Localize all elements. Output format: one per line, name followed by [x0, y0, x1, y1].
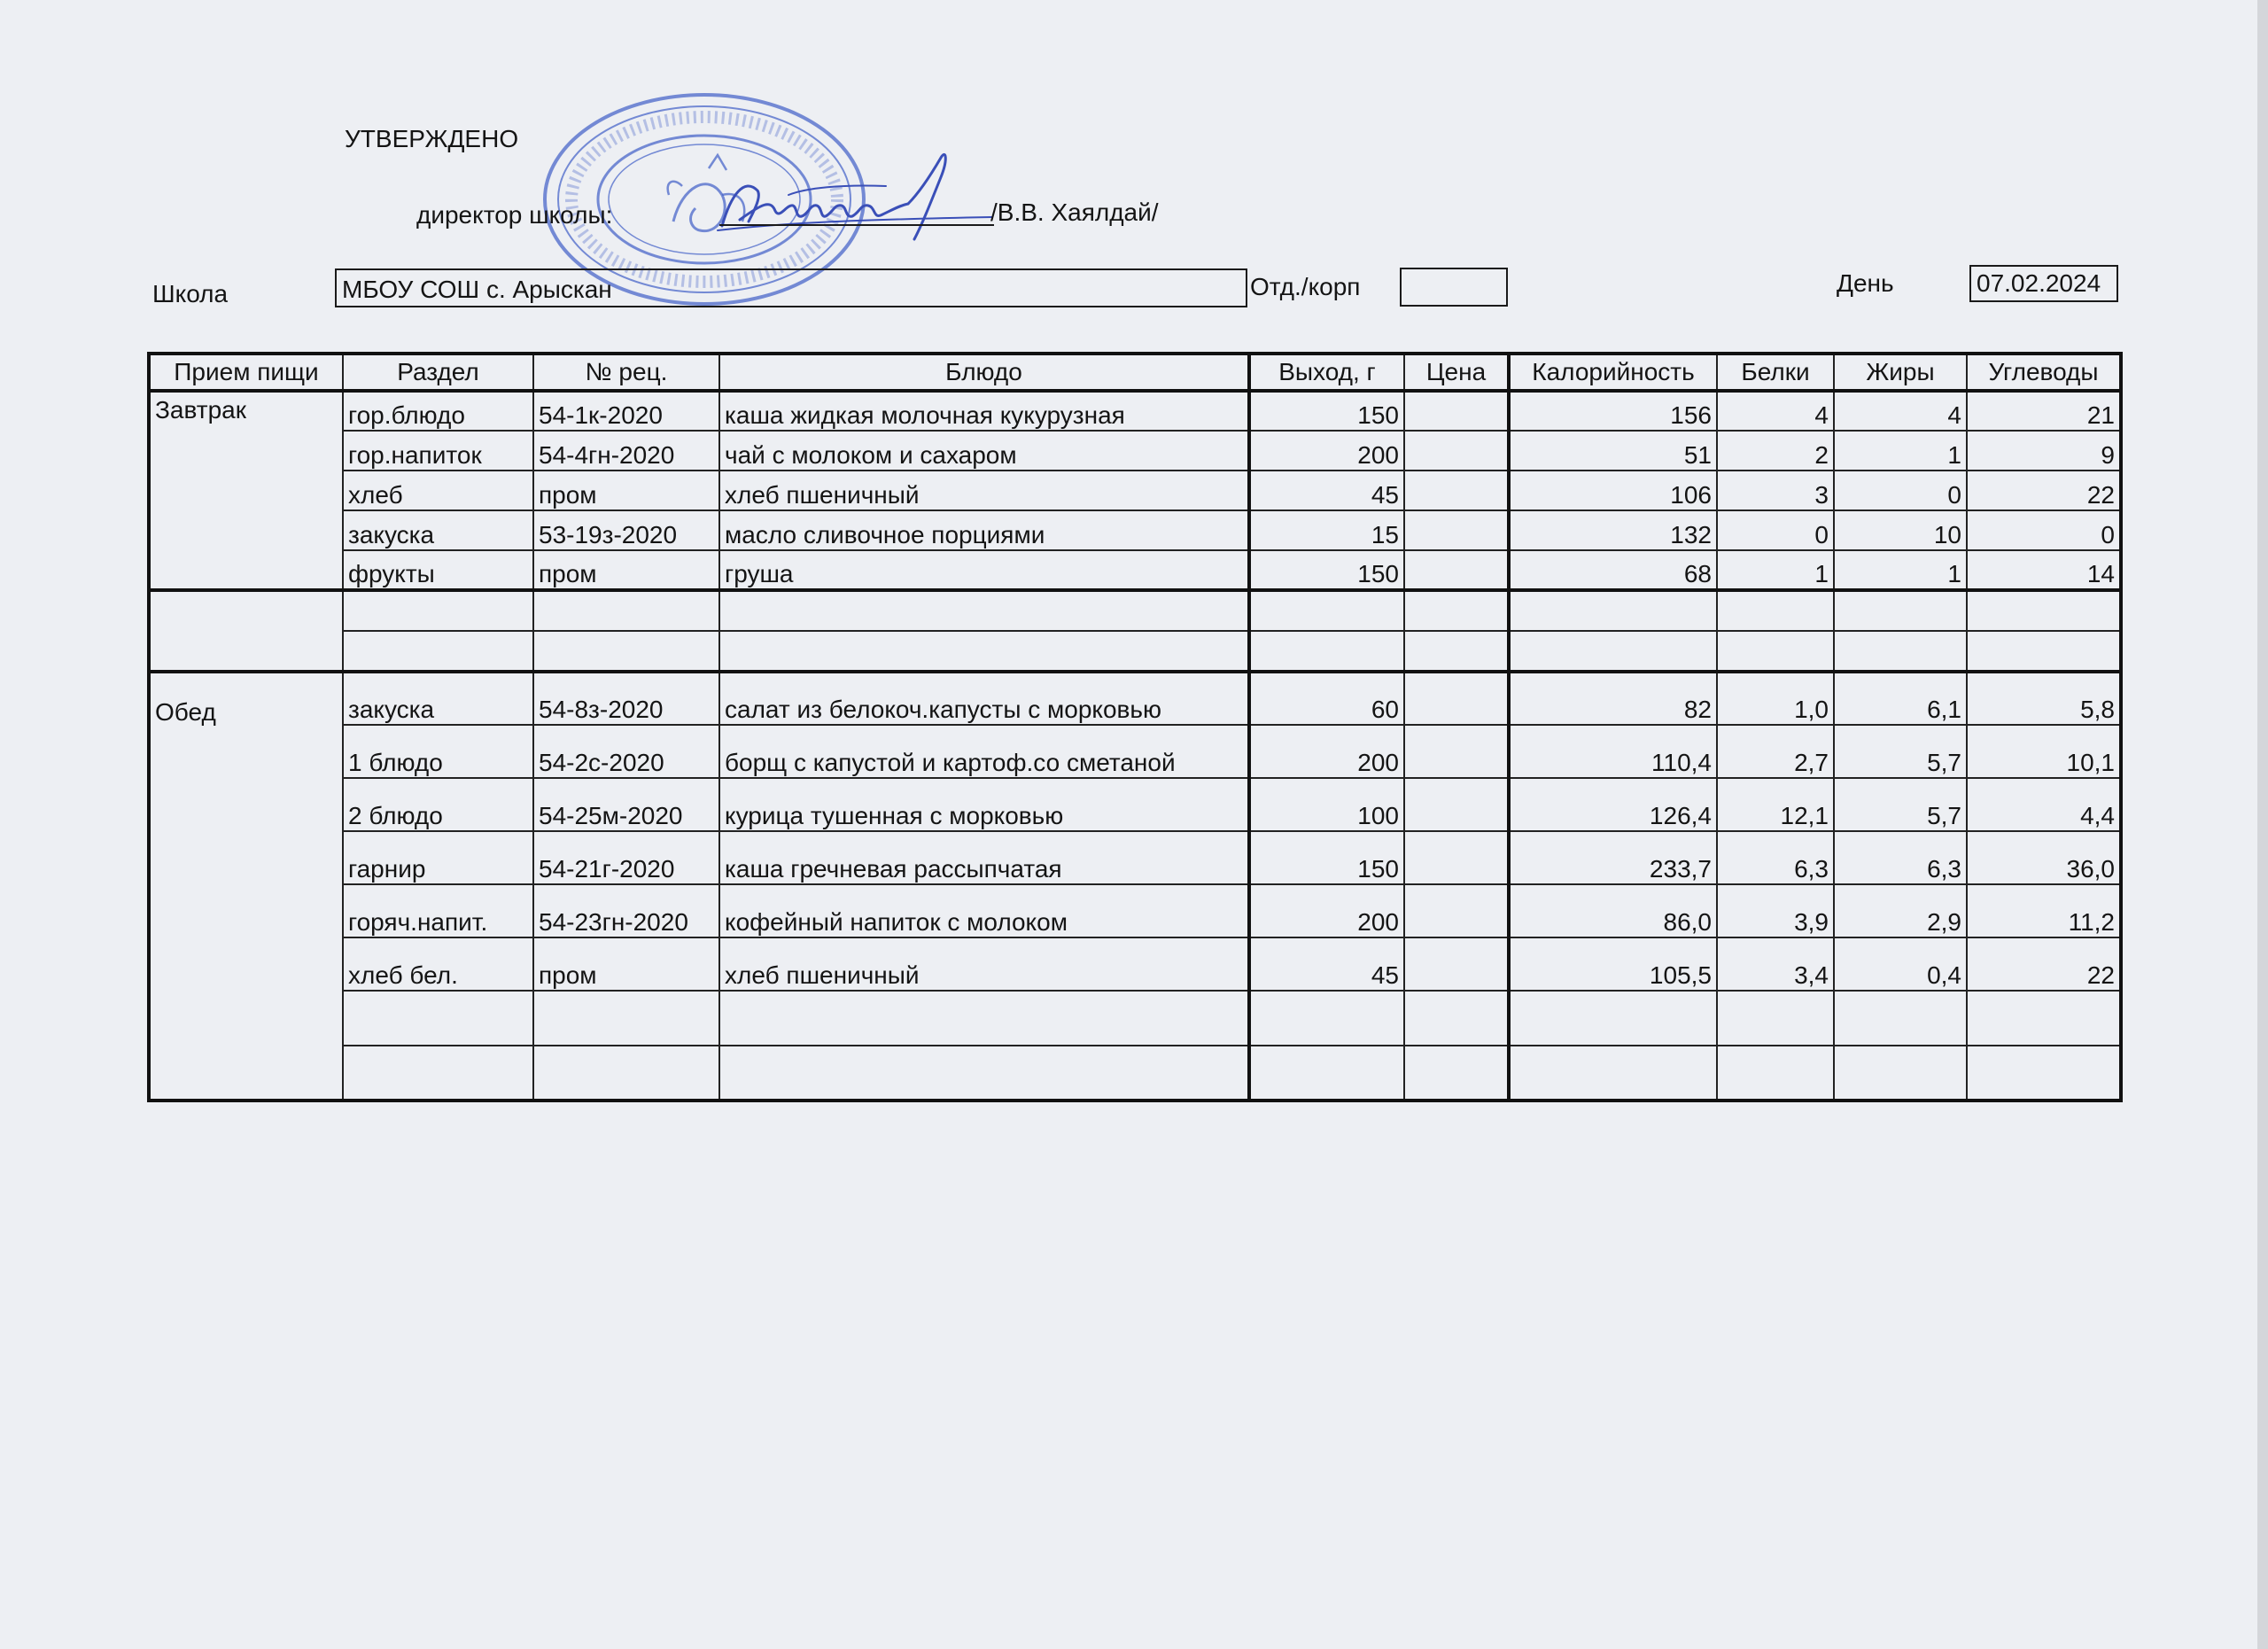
calories-cell: 105,5: [1509, 937, 1717, 991]
table-row: [149, 391, 2121, 431]
day-field: 07.02.2024: [1969, 265, 2118, 302]
protein-cell: 3,4: [1717, 937, 1834, 991]
price-cell: [1404, 431, 1509, 471]
table-row: [149, 778, 2121, 831]
yield-cell: 200: [1249, 725, 1404, 778]
calories-cell: 233,7: [1509, 831, 1717, 884]
dept-field: [1400, 268, 1508, 307]
blank-cell: [343, 590, 533, 631]
fat-cell: 1: [1834, 550, 1967, 590]
yield-cell: 200: [1249, 431, 1404, 471]
fat-cell: 5,7: [1834, 725, 1967, 778]
col-header: Прием пищи: [149, 354, 343, 391]
blank-cell: [1509, 631, 1717, 672]
blank-cell: [1967, 1046, 2121, 1101]
price-cell: [1404, 937, 1509, 991]
yield-cell: 60: [1249, 672, 1404, 725]
school-label: Школа: [152, 280, 229, 307]
yield-cell: 150: [1249, 550, 1404, 590]
fat-cell: 6,1: [1834, 672, 1967, 725]
col-header: Цена: [1404, 354, 1509, 391]
blank-cell: [719, 590, 1249, 631]
fat-cell: 6,3: [1834, 831, 1967, 884]
yield-cell: 100: [1249, 778, 1404, 831]
yield-cell: 150: [1249, 391, 1404, 431]
carbs-cell: 4,4: [1967, 778, 2121, 831]
col-header: Жиры: [1834, 354, 1967, 391]
section-cell: 2 блюдо: [343, 778, 533, 831]
blank-cell: [1249, 590, 1404, 631]
blank-row: [149, 1046, 2121, 1101]
school-field: МБОУ СОШ с. Арыскан: [335, 268, 1247, 307]
protein-cell: 6,3: [1717, 831, 1834, 884]
fat-cell: 0,4: [1834, 937, 1967, 991]
section-cell: закуска: [343, 510, 533, 550]
calories-cell: 86,0: [1509, 884, 1717, 937]
price-cell: [1404, 884, 1509, 937]
protein-cell: 0: [1717, 510, 1834, 550]
dept-label: Отд./корп: [1250, 273, 1361, 300]
recipe-cell: 54-23гн-2020: [533, 884, 719, 937]
calories-cell: 106: [1509, 471, 1717, 510]
col-header: Углеводы: [1967, 354, 2121, 391]
fat-cell: 1: [1834, 431, 1967, 471]
carbs-cell: 14: [1967, 550, 2121, 590]
dish-cell: хлеб пшеничный: [719, 471, 1249, 510]
table-row: [149, 937, 2121, 991]
recipe-cell: пром: [533, 937, 719, 991]
blank-meal-cell: [149, 590, 343, 672]
calories-cell: 132: [1509, 510, 1717, 550]
blank-cell: [1404, 631, 1509, 672]
yield-cell: 45: [1249, 937, 1404, 991]
protein-cell: 1: [1717, 550, 1834, 590]
section-cell: гор.блюдо: [343, 391, 533, 431]
blank-cell: [1404, 991, 1509, 1046]
col-header: Раздел: [343, 354, 533, 391]
yield-cell: 150: [1249, 831, 1404, 884]
blank-cell: [1834, 991, 1967, 1046]
col-header: Калорийность: [1509, 354, 1717, 391]
blank-cell: [1717, 1046, 1834, 1101]
blank-cell: [343, 631, 533, 672]
blank-cell: [1249, 631, 1404, 672]
meal-lunch: Обед: [149, 672, 343, 1101]
blank-row: [149, 590, 2121, 631]
table-row: [149, 831, 2121, 884]
fat-cell: 5,7: [1834, 778, 1967, 831]
fat-cell: 2,9: [1834, 884, 1967, 937]
blank-row: [149, 991, 2121, 1046]
blank-cell: [1509, 1046, 1717, 1101]
price-cell: [1404, 831, 1509, 884]
col-header: № рец.: [533, 354, 719, 391]
blank-row: [149, 631, 2121, 672]
table-row: [149, 672, 2121, 725]
approved-label: УТВЕРЖДЕНО: [345, 125, 519, 152]
fat-cell: 10: [1834, 510, 1967, 550]
blank-cell: [343, 1046, 533, 1101]
price-cell: [1404, 672, 1509, 725]
blank-cell: [1509, 590, 1717, 631]
table-header-row: [149, 354, 2121, 391]
menu-table: [147, 352, 2123, 1102]
dish-cell: хлеб пшеничный: [719, 937, 1249, 991]
carbs-cell: 11,2: [1967, 884, 2121, 937]
table-row: [149, 431, 2121, 471]
calories-cell: 126,4: [1509, 778, 1717, 831]
calories-cell: 156: [1509, 391, 1717, 431]
dish-cell: курица тушенная с морковью: [719, 778, 1249, 831]
price-cell: [1404, 471, 1509, 510]
price-cell: [1404, 778, 1509, 831]
carbs-cell: 22: [1967, 937, 2121, 991]
director-label: директор школы:: [416, 201, 613, 229]
page-edge: [2257, 0, 2268, 1649]
signature-line: [719, 224, 994, 226]
carbs-cell: 21: [1967, 391, 2121, 431]
protein-cell: 1,0: [1717, 672, 1834, 725]
price-cell: [1404, 725, 1509, 778]
section-cell: гор.напиток: [343, 431, 533, 471]
calories-cell: 51: [1509, 431, 1717, 471]
recipe-cell: 54-8з-2020: [533, 672, 719, 725]
section-cell: закуска: [343, 672, 533, 725]
dish-cell: салат из белокоч.капусты с морковью: [719, 672, 1249, 725]
fat-cell: 4: [1834, 391, 1967, 431]
blank-cell: [1834, 590, 1967, 631]
blank-cell: [1967, 590, 2121, 631]
recipe-cell: пром: [533, 471, 719, 510]
dish-cell: борщ с капустой и картоф.со сметаной: [719, 725, 1249, 778]
col-header: Белки: [1717, 354, 1834, 391]
section-cell: хлеб: [343, 471, 533, 510]
protein-cell: 2,7: [1717, 725, 1834, 778]
table-row: [149, 510, 2121, 550]
blank-cell: [1249, 1046, 1404, 1101]
blank-cell: [719, 991, 1249, 1046]
dish-cell: груша: [719, 550, 1249, 590]
protein-cell: 4: [1717, 391, 1834, 431]
director-name: /В.В. Хаялдай/: [990, 198, 1159, 226]
blank-cell: [719, 631, 1249, 672]
carbs-cell: 36,0: [1967, 831, 2121, 884]
blank-cell: [1834, 631, 1967, 672]
blank-cell: [533, 631, 719, 672]
recipe-cell: 53-19з-2020: [533, 510, 719, 550]
recipe-cell: 54-4гн-2020: [533, 431, 719, 471]
blank-cell: [1967, 631, 2121, 672]
carbs-cell: 0: [1967, 510, 2121, 550]
recipe-cell: 54-1к-2020: [533, 391, 719, 431]
recipe-cell: пром: [533, 550, 719, 590]
carbs-cell: 5,8: [1967, 672, 2121, 725]
dish-cell: каша жидкая молочная кукурузная: [719, 391, 1249, 431]
day-label: День: [1837, 269, 1894, 297]
table-row: [149, 725, 2121, 778]
protein-cell: 3: [1717, 471, 1834, 510]
recipe-cell: 54-25м-2020: [533, 778, 719, 831]
protein-cell: 3,9: [1717, 884, 1834, 937]
blank-cell: [1967, 991, 2121, 1046]
calories-cell: 110,4: [1509, 725, 1717, 778]
yield-cell: 15: [1249, 510, 1404, 550]
carbs-cell: 9: [1967, 431, 2121, 471]
blank-cell: [1404, 590, 1509, 631]
blank-cell: [1717, 991, 1834, 1046]
price-cell: [1404, 550, 1509, 590]
blank-cell: [1717, 590, 1834, 631]
carbs-cell: 22: [1967, 471, 2121, 510]
section-cell: хлеб бел.: [343, 937, 533, 991]
calories-cell: 82: [1509, 672, 1717, 725]
recipe-cell: 54-2с-2020: [533, 725, 719, 778]
blank-cell: [1834, 1046, 1967, 1101]
blank-cell: [1404, 1046, 1509, 1101]
recipe-cell: 54-21г-2020: [533, 831, 719, 884]
calories-cell: 68: [1509, 550, 1717, 590]
price-cell: [1404, 510, 1509, 550]
col-header: Выход, г: [1249, 354, 1404, 391]
section-cell: фрукты: [343, 550, 533, 590]
blank-cell: [343, 991, 533, 1046]
dish-cell: кофейный напиток с молоком: [719, 884, 1249, 937]
blank-cell: [533, 991, 719, 1046]
yield-cell: 200: [1249, 884, 1404, 937]
meal-breakfast: Завтрак: [149, 391, 343, 590]
blank-cell: [719, 1046, 1249, 1101]
section-cell: 1 блюдо: [343, 725, 533, 778]
col-header: Блюдо: [719, 354, 1249, 391]
dish-cell: каша гречневая рассыпчатая: [719, 831, 1249, 884]
blank-cell: [533, 1046, 719, 1101]
protein-cell: 12,1: [1717, 778, 1834, 831]
dish-cell: чай с молоком и сахаром: [719, 431, 1249, 471]
fat-cell: 0: [1834, 471, 1967, 510]
yield-cell: 45: [1249, 471, 1404, 510]
price-cell: [1404, 391, 1509, 431]
blank-cell: [1717, 631, 1834, 672]
table-row: [149, 550, 2121, 590]
blank-cell: [1509, 991, 1717, 1046]
table-row: [149, 884, 2121, 937]
director-signature: [709, 142, 1001, 248]
protein-cell: 2: [1717, 431, 1834, 471]
section-cell: гарнир: [343, 831, 533, 884]
blank-cell: [533, 590, 719, 631]
section-cell: горяч.напит.: [343, 884, 533, 937]
dish-cell: масло сливочное порциями: [719, 510, 1249, 550]
table-row: [149, 471, 2121, 510]
carbs-cell: 10,1: [1967, 725, 2121, 778]
blank-cell: [1249, 991, 1404, 1046]
